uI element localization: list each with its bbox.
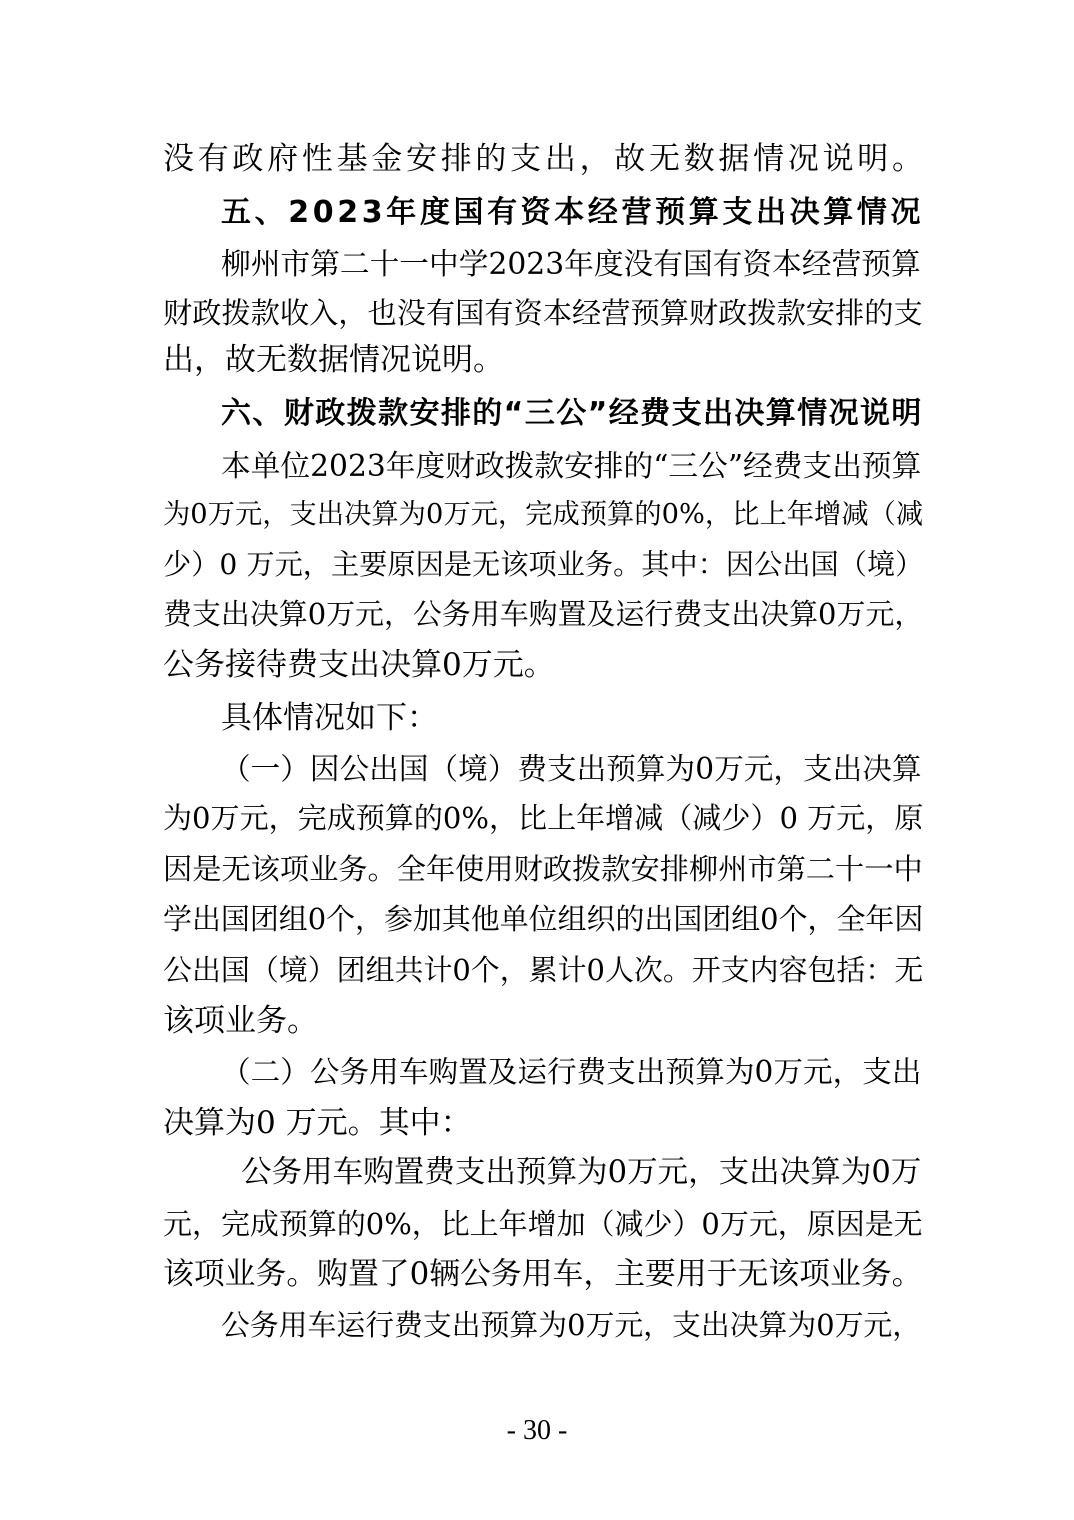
body-line: 学出国团组0个，参加其他单位组织的出国团组0个，全年因 (163, 902, 924, 936)
section-heading: 六、财政拨款安排的“三公”经费支出决算情况说明 (221, 396, 923, 431)
body-line: 没有政府性基金安排的支出，故无数据情况说明。 (163, 141, 927, 177)
body-line: 元，完成预算的0%，比上年增加（减少）0万元，原因是无 (163, 1207, 923, 1241)
body-line: 少）0 万元，主要原因是无该项业务。其中：因公出国（境） (163, 548, 924, 581)
body-line: 为0万元，完成预算的0%，比上年增减（减少）0 万元，原 (163, 801, 924, 835)
body-line: 公务用车购置费支出预算为0万元，支出决算为0万 (241, 1155, 922, 1190)
body-line: 财政拨款收入，也没有国有资本经营预算财政拨款安排的支 (163, 296, 923, 330)
body-line: 公务用车运行费支出预算为0万元，支出决算为0万元， (221, 1308, 922, 1342)
body-line: 公务接待费支出决算0万元。 (163, 647, 555, 683)
body-line: 本单位2023年度财政拨款安排的“三公”经费支出预算 (221, 448, 922, 483)
body-line: 为0万元，支出决算为0万元，完成预算的0%，比上年增减（减 (163, 499, 924, 530)
body-line: 决算为0 万元。其中： (163, 1105, 472, 1141)
body-line: 柳州市第二十一中学2023年度没有国有资本经营预算 (221, 247, 921, 282)
body-line: 公出国（境）团组共计0个，累计0人次。开支内容包括：无 (163, 953, 924, 987)
body-line: 该项业务。购置了0辆公务用车，主要用于无该项业务。 (163, 1256, 923, 1292)
body-line: 具体情况如下： (221, 700, 438, 736)
body-line: 该项业务。 (163, 1003, 318, 1039)
body-line: （二）公务用车购置及运行费支出预算为0万元，支出 (221, 1055, 922, 1089)
body-line: 费支出决算0万元，公务用车购置及运行费支出决算0万元， (163, 597, 924, 631)
section-heading: 五、2023年度国有资本经营预算支出决算情况 (221, 195, 925, 230)
body-line: 因是无该项业务。全年使用财政拨款安排柳州市第二十一中 (163, 852, 923, 886)
page-number: - 30 - (506, 1415, 568, 1446)
body-line: 出，故无数据情况说明。 (163, 342, 504, 378)
body-line: （一）因公出国（境）费支出预算为0万元，支出决算 (221, 752, 922, 786)
